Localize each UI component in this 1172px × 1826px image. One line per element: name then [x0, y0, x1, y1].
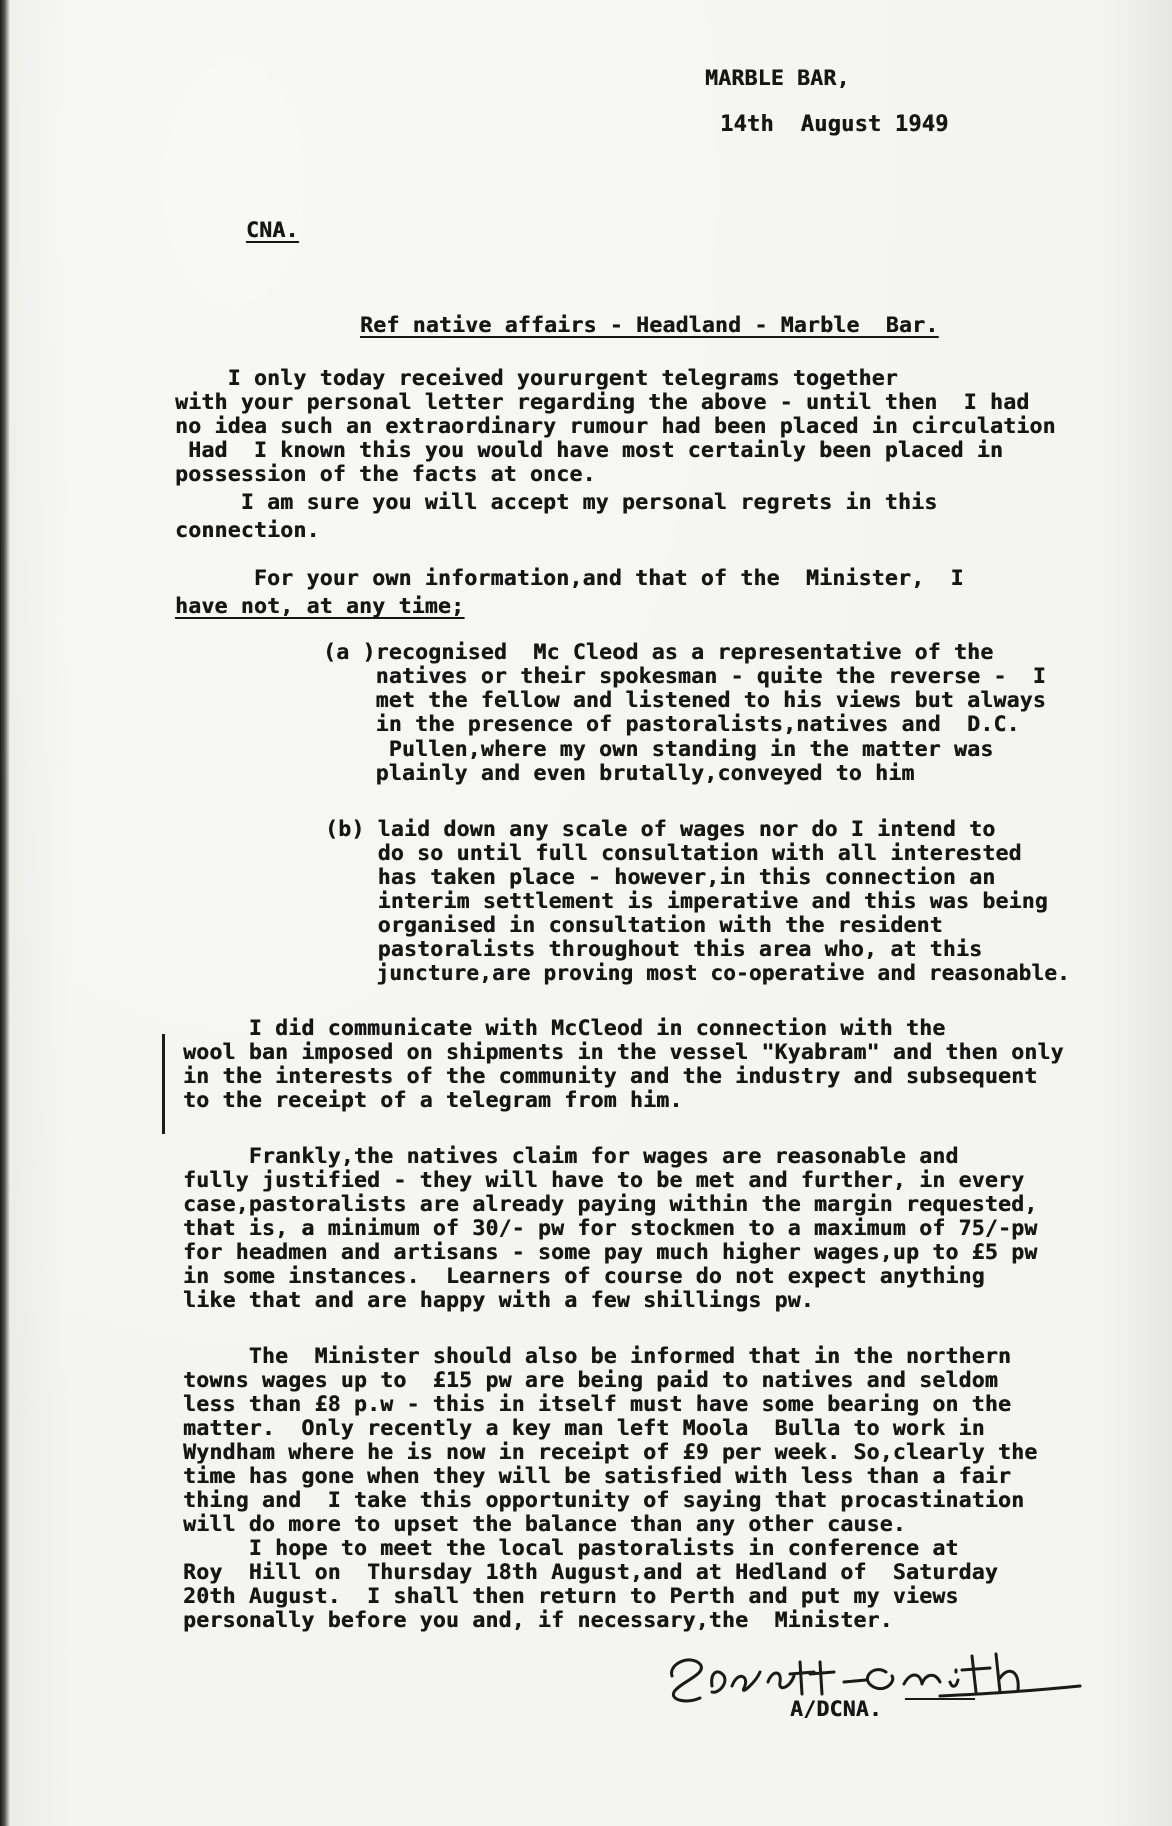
- paragraph-line: I am sure you will accept my personal regrets in this: [175, 490, 938, 515]
- item-line: in the presence of pastoralists,natives and D.C.: [323, 712, 1020, 737]
- scan-edge: [0, 0, 10, 1826]
- paragraph-line: for headmen and artisans - some pay much higher wages,up to £5 pw: [183, 1240, 1038, 1265]
- paragraph-line: connection.: [175, 518, 320, 543]
- letter-date: 14th August 1949: [720, 112, 949, 137]
- item-line: (b) laid down any scale of wages nor do I intend to: [325, 817, 996, 842]
- paragraph-line: The Minister should also be informed that in the northern: [183, 1344, 1012, 1369]
- paragraph-line: I only today received yoururgent telegrams together: [175, 366, 898, 391]
- paragraph-line: that is, a minimum of 30/- pw for stockmen to a maximum of 75/-pw: [183, 1216, 1038, 1241]
- paragraph-line: I did communicate with McCleod in connection with the: [183, 1016, 946, 1041]
- paragraph-line: matter. Only recently a key man left Moola Bulla to work in: [183, 1416, 985, 1441]
- paragraph-line: no idea such an extraordinary rumour had been placed in circulation: [175, 414, 1056, 439]
- paragraph-line: fully justified - they will have to be met and further, in every: [183, 1168, 1025, 1193]
- letter-place: MARBLE BAR,: [705, 66, 850, 91]
- paragraph-line: like that and are happy with a few shillings pw.: [183, 1288, 814, 1313]
- paragraph-line: Wyndham where he is now in receipt of £9 per week. So,clearly the: [183, 1440, 1038, 1465]
- signature-title: A/DCNA.: [790, 1697, 883, 1722]
- signature-underline: [905, 1698, 975, 1700]
- item-line: do so until full consultation with all interested: [325, 841, 1022, 866]
- paragraph-line-emphasis: have not, at any time;: [175, 594, 465, 619]
- paragraph-line: less than £8 p.w - this in itself must have some bearing on the: [183, 1392, 1012, 1417]
- item-line: plainly and even brutally,conveyed to him: [323, 761, 915, 786]
- paragraph-line: Roy Hill on Thursday 18th August,and at Hedland of Saturday: [183, 1560, 998, 1585]
- letter-addressee: CNA.: [246, 218, 299, 243]
- paragraph-line: time has gone when they will be satisfied with less than a fair: [183, 1464, 1012, 1489]
- paragraph-line: thing and I take this opportunity of saying that procastination: [183, 1488, 1025, 1513]
- paragraph-line: towns wages up to £15 pw are being paid to natives and seldom: [183, 1368, 998, 1393]
- paragraph-line: case,pastoralists are already paying within the margin requested,: [183, 1192, 1038, 1217]
- paragraph-line: Had I known this you would have most certainly been placed in: [175, 438, 1004, 463]
- item-line: Pullen,where my own standing in the matter was: [323, 737, 994, 762]
- margin-mark: [162, 1034, 165, 1134]
- item-line: (a )recognised Mc Cleod as a representative of the: [323, 640, 994, 665]
- paragraph-line: with your personal letter regarding the above - until then I had: [175, 390, 1030, 415]
- paragraph-line: to the receipt of a telegram from him.: [183, 1088, 683, 1113]
- signature-text: [660, 1640, 669, 1641]
- paragraph-line: in some instances. Learners of course do not expect anything: [183, 1264, 985, 1289]
- paragraph-line: possession of the facts at once.: [175, 462, 596, 487]
- paragraph-line: personally before you and, if necessary,the Minister.: [183, 1608, 893, 1633]
- item-line: has taken place - however,in this connection an: [325, 865, 996, 890]
- letter-subject: Ref native affairs - Headland - Marble Bar.: [360, 313, 939, 338]
- paragraph-line: wool ban imposed on shipments in the vessel "Kyabram" and then only: [183, 1040, 1064, 1065]
- paragraph-line: For your own information,and that of the Minister, I: [175, 566, 964, 591]
- item-line: natives or their spokesman - quite the reverse - I: [323, 664, 1046, 689]
- paragraph-line: will do more to upset the balance than any other cause.: [183, 1512, 906, 1537]
- paragraph-line: I hope to meet the local pastoralists in conference at: [183, 1536, 959, 1561]
- item-line: interim settlement is imperative and this was being: [325, 889, 1048, 914]
- item-line: juncture,are proving most co-operative and reasonable.: [325, 961, 1070, 985]
- item-line: met the fellow and listened to his views but always: [323, 688, 1046, 713]
- paragraph-line: Frankly,the natives claim for wages are reasonable and: [183, 1144, 959, 1169]
- paragraph-line: in the interests of the community and the industry and subsequent: [183, 1064, 1038, 1089]
- paragraph-line: 20th August. I shall then return to Perth and put my views: [183, 1584, 959, 1609]
- item-line: organised in consultation with the resident: [325, 913, 943, 938]
- item-line: pastoralists throughout this area who, at this: [325, 937, 983, 962]
